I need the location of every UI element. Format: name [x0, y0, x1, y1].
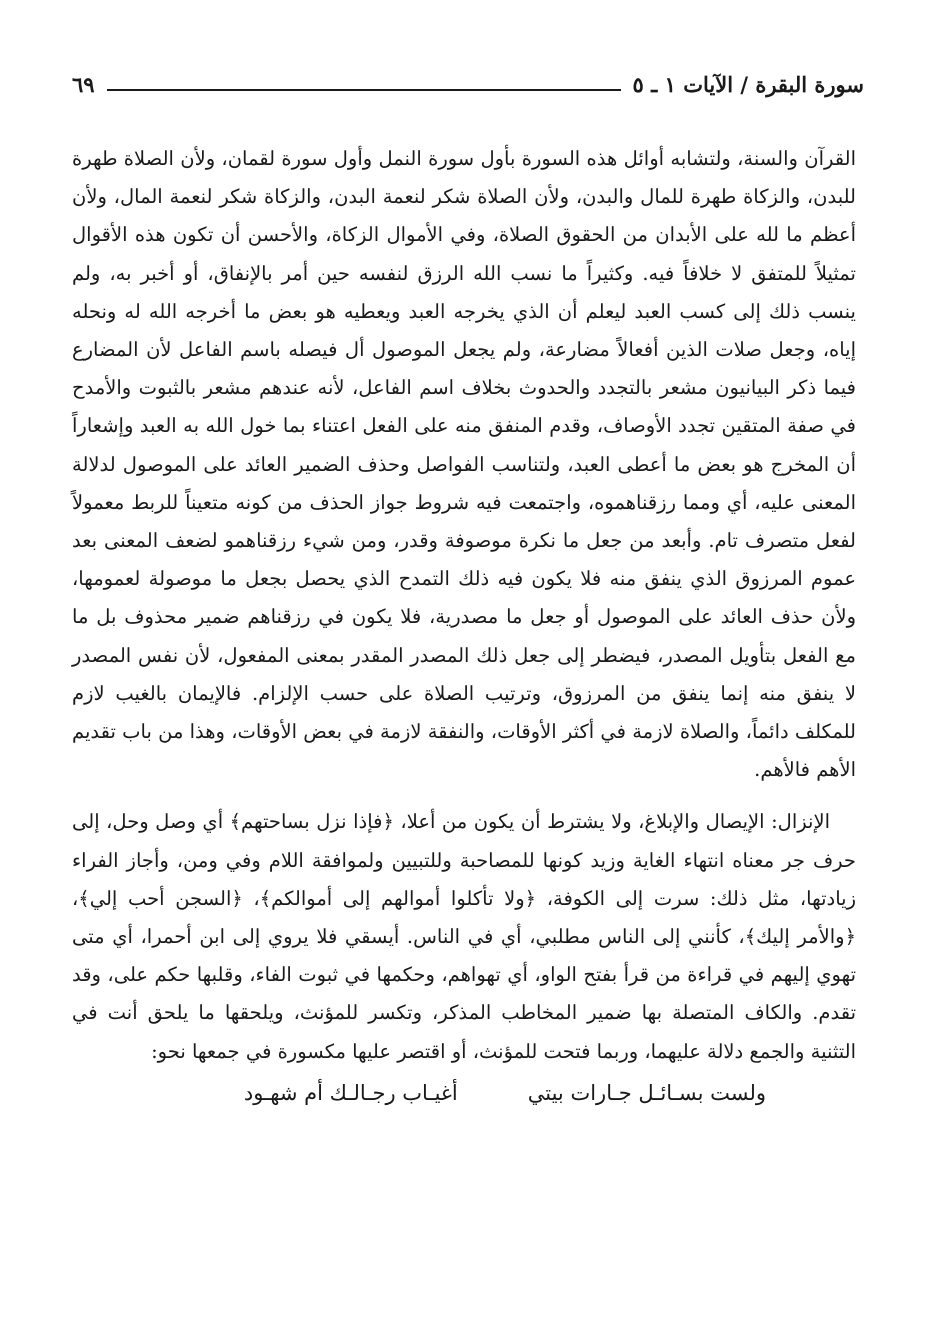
paragraph: الإنزال: الإيصال والإبلاغ، ولا يشترط أن يكون من أعلا، ﴿فإذا نزل بساحتهم﴾ أي وصل وحل، إلى حرف جر معناه انتهاء الغاية وزيد كونها للمصاحبة وللتبيين ولموافقة اللام وفي ومن، وأجاز الفراء زيادتها، مثل ذلك: سرت إلى الكوفة، ﴿ولا تأكلوا أموالهم إلى أموالكم﴾، ﴿السجن أحب إلي﴾، ﴿والأمر إليك﴾، كأنني إلى الناس مطلبي، أي في الناس. أيسقي فلا يروي إلى ابن أحمرا، أي متى تهوي إليهم في قراءة من قرأ بفتح الواو، أي تهواهم، وحكمها في ثبوت الفاء، وقلبها حكم على، وقد تقدم. والكاف المتصلة بها ضمير المخاطب المذكر، وتكسر للمؤنث، ويلحقها ما يلحق أنت في التثنية والجمع دلالة عليهما، وربما فتحت للمؤنث، أو اقتصر عليها مكسورة في جمعها نحو:	[72, 810, 856, 1063]
verse-second-half: أغيـاب رجـالـك أم شهـود	[243, 1080, 458, 1105]
page-number: ٦٩	[72, 71, 95, 97]
running-header	[72, 66, 864, 102]
page-body	[72, 140, 856, 1113]
paragraph: القرآن والسنة، ولتشابه أوائل هذه السورة بأول سورة النمل وأول سورة لقمان، ولأن الصلاة طهرة للبدن، والزكاة طهرة للمال والبدن، ولأن الصلاة شكر لنعمة البدن، والزكاة شكر لنعمة المال، ولأن أعظم ما لله على الأبدان من الحقوق الصلاة، وفي الأموال الزكاة، والأحسن أن تكون هذه الأقوال تمثيلاً للمتفق لا خلافاً فيه. وكثيراً ما نسب الله الرزق لنفسه حين أمر بالإنفاق، أو أخبر به، ولم ينسب ذلك إلى كسب العبد ليعلم أن الذي يخرجه العبد ويعطيه هو بعض ما أخرجه الله له ونحله إياه، وجعل صلات الذين أفعالاً مضارعة، ولم يجعل الموصول أل فيصله باسم الفاعل لأن المضارع فيما ذكر البيانيون مشعر بالتجدد والحدوث بخلاف اسم الفاعل، لأنه عندهم مشعر بالثبوت والأمدح في صفة المتقين تجدد الأوصاف، وقدم المنفق منه على الفعل اعتناء بما خول الله به العبد وإشعاراً أن المخرج هو بعض ما أعطى العبد، ولتناسب الفواصل وحذف الضمير العائد على الموصول لدلالة المعنى عليه، أي ومما رزقناهموه، واجتمعت فيه شروط جواز الحذف من كونه متعيناً للربط معمولاً لفعل متصرف تام. وأبعد من جعل ما نكرة موصوفة وقدر، ومن شيء رزقناهمو لضعف المعنى بعد عموم المرزوق الذي ينفق منه فلا يكون فيه ذلك التمدح الذي يحصل بجعل ما موصولة لعمومها، ولأن حذف العائد على الموصول أو جعل ما مصدرية، فلا يكون في رزقناهم ضمير محذوف بل ما مع الفعل بتأويل المصدر، فيضطر إلى جعل ذلك المصدر المقدر بمعنى المفعول، لأن نفس المصدر لا ينفق منه إنما ينفق من المرزوق، وترتيب الصلاة على حسب الإلزام. فالإيمان بالغيب لازم للمكلف دائماً، والصلاة لازمة في أكثر الأوقات، والنفقة لازمة في بعض الأوقات، وهذا من باب تقديم الأهم فالأهم.	[72, 147, 856, 782]
poetry-verse	[72, 1073, 856, 1113]
verse-first-half: ولست بسـائـل جـارات بيتي	[527, 1080, 766, 1105]
header-rule	[107, 89, 621, 91]
header-title: سورة البقرة / الآيات ١ ـ ٥	[632, 71, 864, 97]
